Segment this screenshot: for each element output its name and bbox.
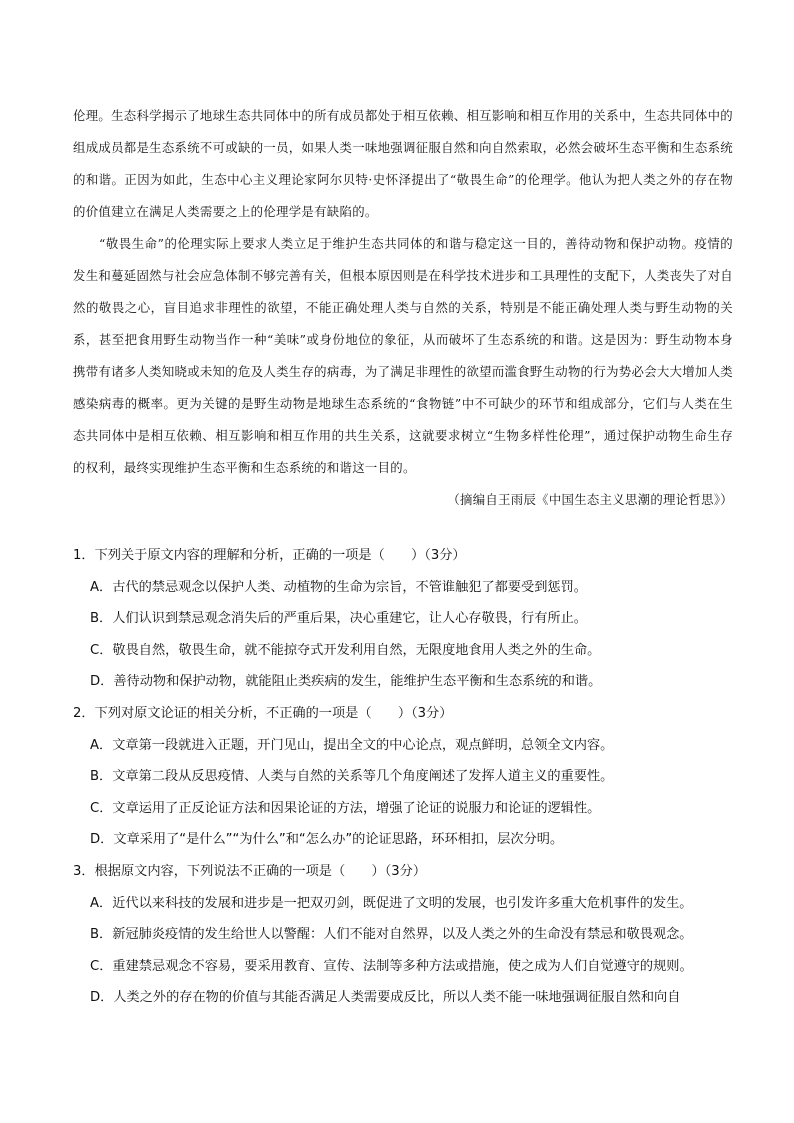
question-2-option-d: D．文章采用了“是什么”“为什么”和“怎么办”的论证思路，环环相扣，层次分明。 bbox=[90, 832, 564, 848]
reading-passage bbox=[73, 100, 733, 516]
question-2 bbox=[73, 698, 733, 856]
question-1 bbox=[73, 540, 733, 698]
question-2-option-c: C．文章运用了正反论证方法和因果论证的方法，增强了论证的说服力和论证的逻辑性。 bbox=[90, 800, 601, 816]
passage-paragraph-1: 伦理。生态科学揭示了地球生态共同体中的所有成员都处于相互依赖、相互影响和相互作用的关系中，生态共同体中的组成成员都是生态系统不可或缺的一员，如果人类一味地强调征服自然和向自然索取，必然会破坏生态平衡和生态系统的和谐。正因为如此，生态中心主义理论家阿尔贝特·史怀泽提出了“敬畏生命”的伦理学。他认为把人类之外的存在物的价值建立在满足人类需要之上的伦理学是有缺陷的。 bbox=[73, 108, 733, 219]
question-list bbox=[73, 540, 733, 1014]
question-3-option-d: D．人类之外的存在物的价值与其能否满足人类需要成反比，所以人类不能一味地强调征服自然和向自 bbox=[90, 990, 681, 1006]
question-1-option-a: A．古代的禁忌观念以保护人类、动植物的生命为宗旨，不管谁触犯了都要受到惩罚。 bbox=[90, 579, 587, 595]
question-1-option-b: B．人们认识到禁忌观念消失后的严重后果，决心重建它，让人心存敬畏，行有所止。 bbox=[90, 611, 587, 627]
question-3-option-a: A．近代以来科技的发展和进步是一把双刃剑，既促进了文明的发展，也引发许多重大危机事件的发生。 bbox=[90, 895, 693, 911]
question-1-option-d: D．善待动物和保护动物，就能阻止类疾病的发生，能维护生态平衡和生态系统的和谐。 bbox=[90, 674, 602, 690]
passage-paragraph-2: “敬畏生命”的伦理实际上要求人类立足于维护生态共同体的和谐与稳定这一目的，善待动物和保护动物。疫情的发生和蔓延固然与社会应急体制不够完善有关，但根本原因则是在科学技术进步和工具理性的支配下，人类丧失了对自然的敬畏之心，盲目追求非理性的欲望，不能正确处理人类与自然的关系，特别是不能正确处理人类与野生动物的关系，甚至把食用野生动物当作一种“美味”或身份地位的象征，从而破坏了生态系统的和谐。这是因为：野生动物本身携带有诸多人类知晓或未知的危及人类生存的病毒，为了满足非理性的欲望而滥食野生动物的行为势必会大大增加人类感染病毒的概率。更为关键的是野生动物是地球生态系统的“食物链”中不可缺少的环节和组成部分，它们与人类在生态共同体中是相互依赖、相互影响和相互作用的共生关系，这就要求树立“生物多样性伦理”，通过保护动物生命生存的权利，最终实现维护生态平衡和生态系统的和谐这一目的。 bbox=[73, 236, 733, 475]
question-2-option-a: A．文章第一段就进入正题，开门见山，提出全文的中心论点，观点鲜明，总领全文内容。 bbox=[90, 737, 614, 753]
question-2-stem: 2．下列对原文论证的相关分析，不正确的一项是（ ）（3分） bbox=[73, 705, 453, 721]
question-3-stem: 3．根据原文内容，下列说法不正确的一项是（ ）（3分） bbox=[73, 863, 427, 879]
question-1-option-c: C．敬畏自然，敬畏生命，就不能掠夺式开发利用自然，无限度地食用人类之外的生命。 bbox=[90, 642, 601, 658]
question-2-option-b: B．文章第二段从反思疫情、人类与自然的关系等几个角度阐述了发挥人道主义的重要性。 bbox=[90, 769, 614, 785]
question-3 bbox=[73, 856, 733, 1014]
question-3-option-c: C．重建禁忌观念不容易，要采用教育、宣传、法制等多种方法或措施，使之成为人们自觉遵守的规则。 bbox=[90, 958, 693, 974]
question-1-stem: 1．下列关于原文内容的理解和分析，正确的一项是（ ）（3分） bbox=[73, 548, 466, 563]
passage-source-citation: （摘编自王雨辰《中国生态主义思潮的理论哲思》） bbox=[447, 492, 733, 507]
question-3-option-b: B．新冠肺炎疫情的发生给世人以警醒：人们不能对自然界，以及人类之外的生命没有禁忌和敬畏观念。 bbox=[90, 927, 693, 943]
